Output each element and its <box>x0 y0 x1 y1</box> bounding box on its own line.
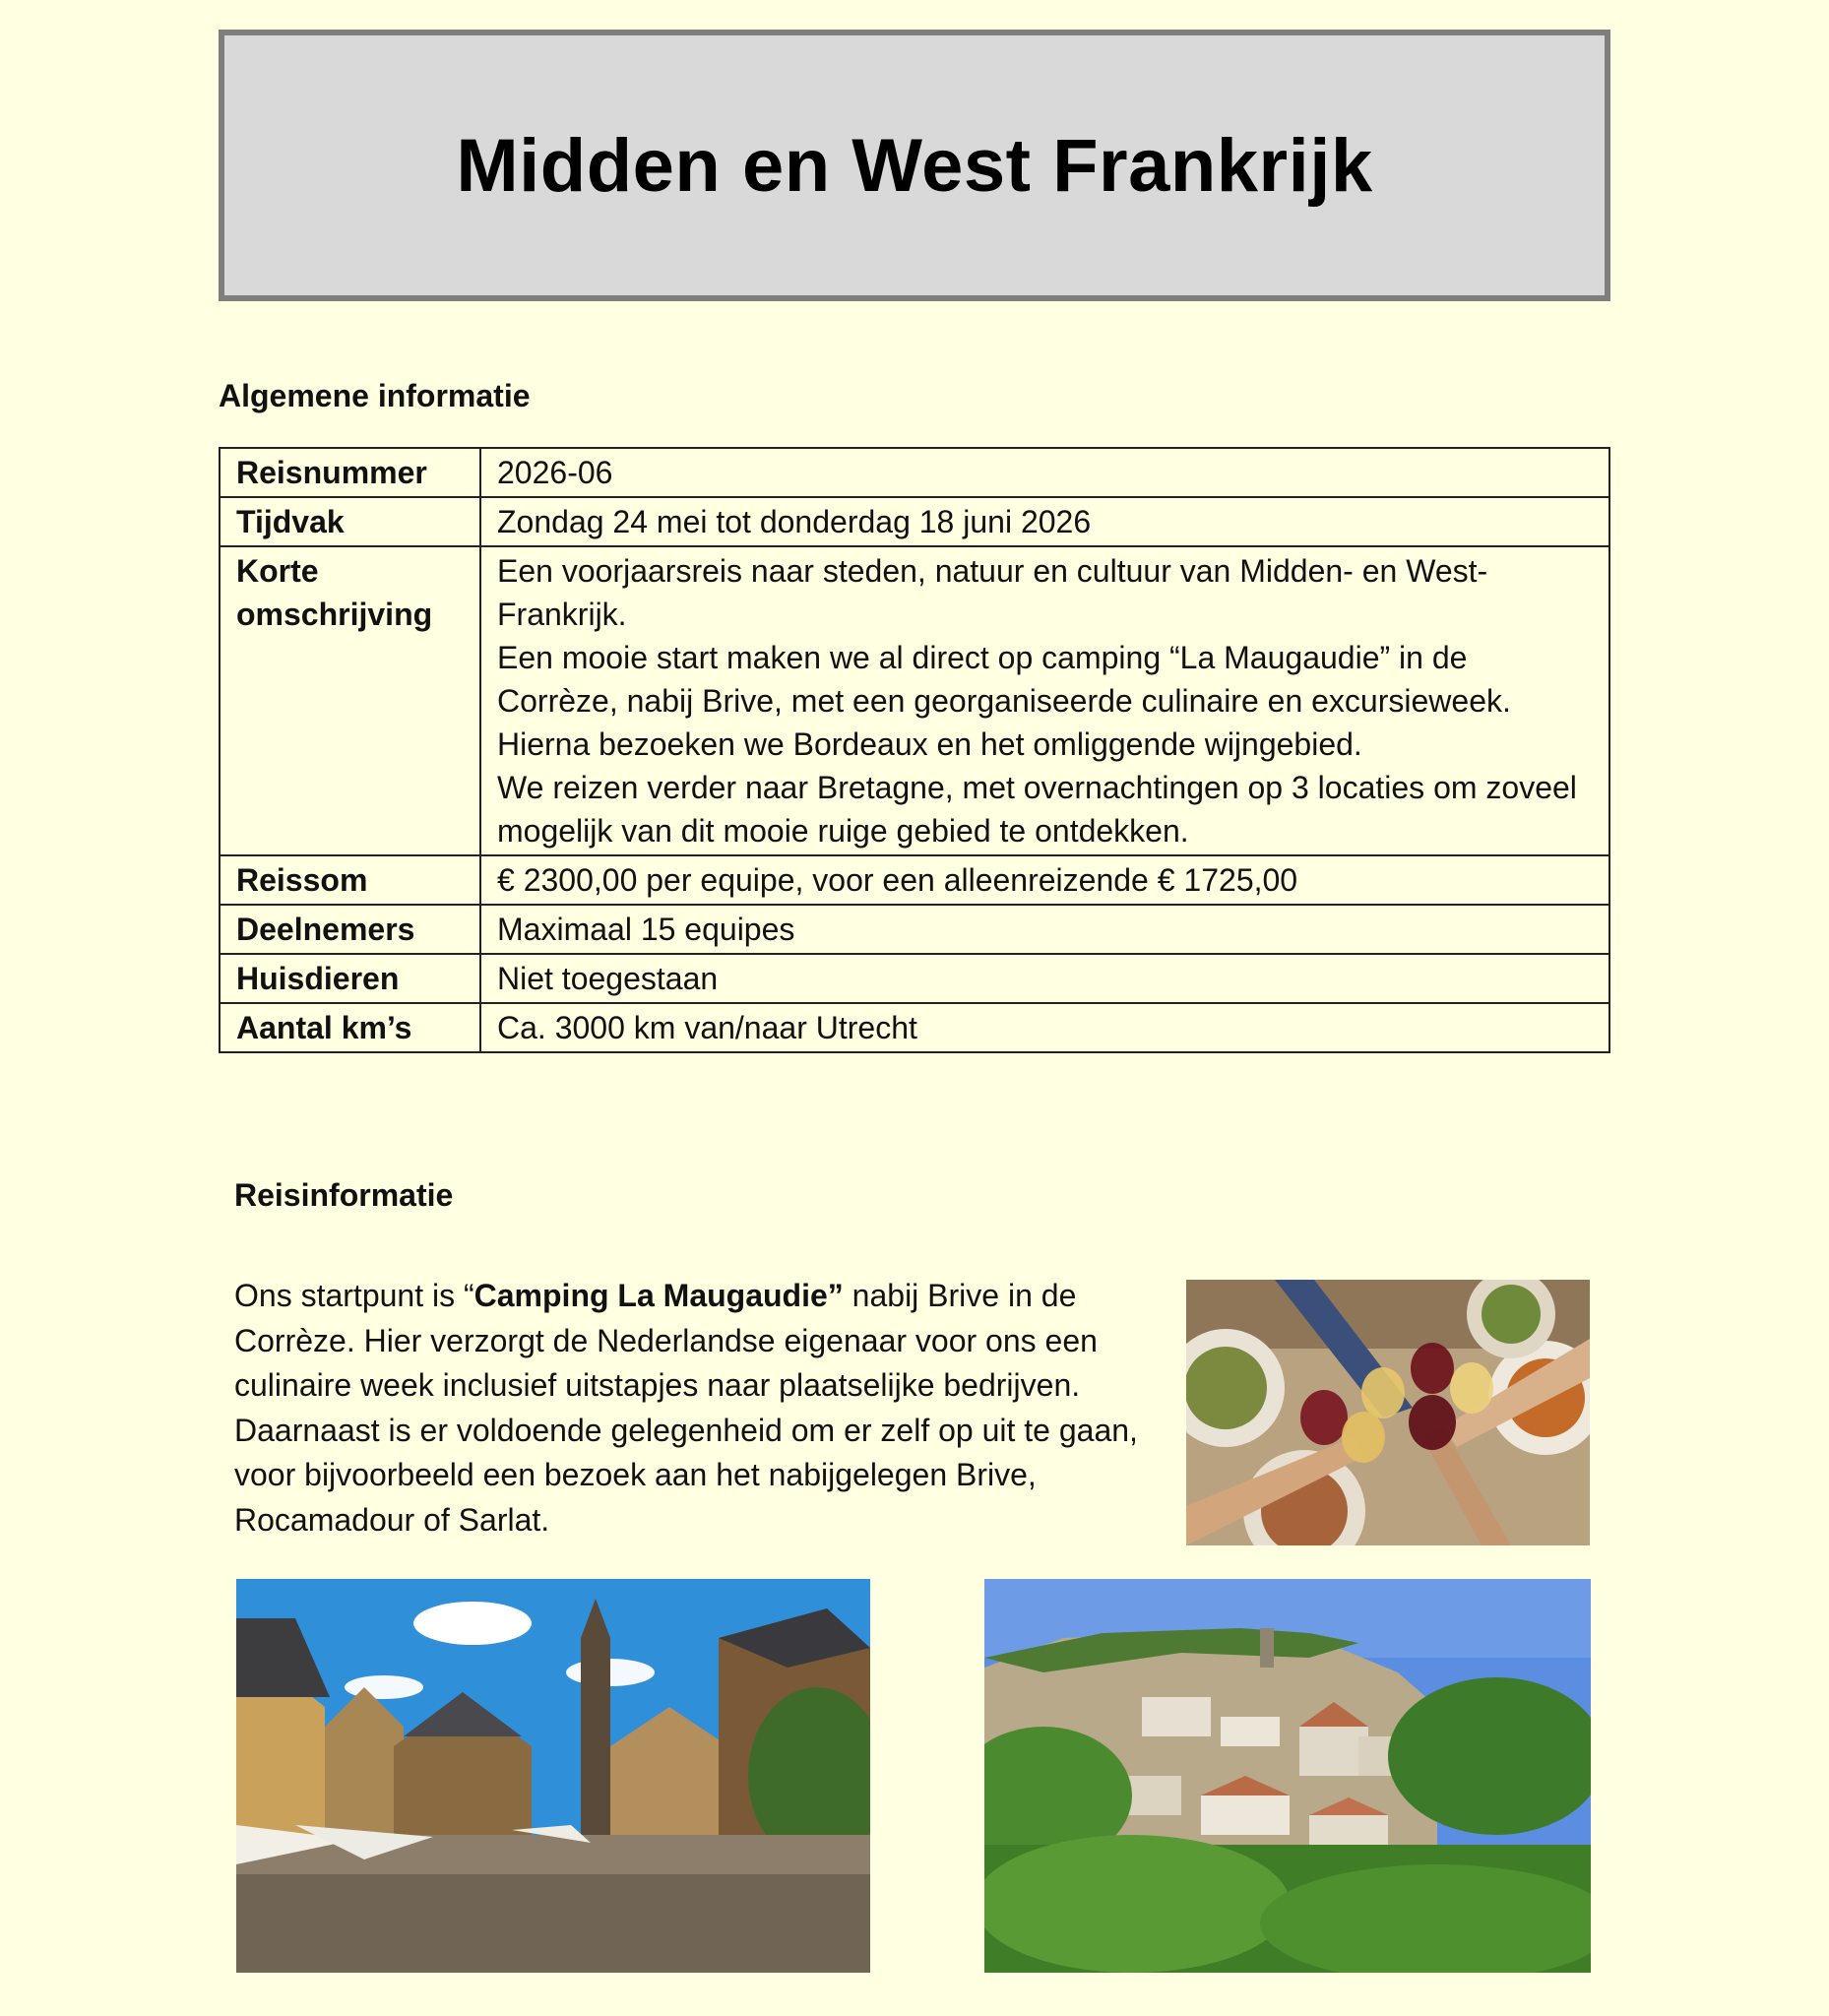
row-label: Korte omschrijving <box>220 546 480 855</box>
intro-text: Ons startpunt is “ <box>234 1278 474 1313</box>
description-cell <box>480 546 1609 855</box>
table-row <box>220 448 1609 497</box>
row-label: Tijdvak <box>220 497 480 546</box>
row-value: € 2300,00 per equipe, voor een alleenreizende € 1725,00 <box>480 855 1609 905</box>
table-row <box>220 855 1609 905</box>
row-value: Maximaal 15 equipes <box>480 905 1609 954</box>
cliff-village-photo <box>984 1579 1591 1973</box>
row-value: 2026-06 <box>480 448 1609 497</box>
town-square-photo <box>236 1579 870 1973</box>
row-value: Ca. 3000 km van/naar Utrecht <box>480 1003 1609 1052</box>
description-line: We reizen verder naar Bretagne, met overnachtingen op 3 locaties om zoveel mogelijk van dit mooie ruige gebied te ontdekken. <box>497 770 1577 849</box>
travel-info-heading: Reisinformatie <box>234 1177 454 1213</box>
intro-paragraph <box>234 1274 1150 1543</box>
general-info-heading: Algemene informatie <box>219 378 531 413</box>
row-label: Reissom <box>220 855 480 905</box>
description-line: Een voorjaarsreis naar steden, natuur en cultuur van Midden- en West-Frankrijk. <box>497 553 1488 632</box>
row-value: Niet toegestaan <box>480 954 1609 1003</box>
title-banner <box>219 30 1610 301</box>
table-row <box>220 1003 1609 1052</box>
description-line: Hierna bezoeken we Bordeaux en het omliggende wijngebied. <box>497 726 1362 762</box>
page-title: Midden en West Frankrijk <box>456 123 1373 208</box>
row-label: Deelnemers <box>220 905 480 954</box>
table-row <box>220 905 1609 954</box>
row-label: Huisdieren <box>220 954 480 1003</box>
intro-text-rest: nabij Brive in de Corrèze. Hier verzorgt de Nederlandse eigenaar voor ons een culinaire week inclusief uitstapjes naar plaatselijke bedrijven. Daarnaast is er voldoende gelegenheid om er zelf op uit te gaan, voor bijvoorbeeld een bezoek aan het nabijgelegen Brive, Rocamadour of Sarlat. <box>234 1278 1138 1538</box>
table-row <box>220 954 1609 1003</box>
row-label: Reisnummer <box>220 448 480 497</box>
table-row <box>220 546 1609 855</box>
dinner-toast-image <box>1186 1280 1590 1545</box>
campsite-name: Camping La Maugaudie” <box>473 1278 844 1313</box>
dinner-toast-photo <box>1186 1280 1590 1545</box>
general-info-table <box>219 447 1610 1053</box>
table-row <box>220 497 1609 546</box>
cliff-village-image <box>984 1579 1591 1973</box>
row-label: Aantal km’s <box>220 1003 480 1052</box>
description-line: Een mooie start maken we al direct op camping “La Maugaudie” in de Corrèze, nabij Brive, met een georganiseerde culinaire en excursieweek. <box>497 640 1511 719</box>
row-value: Zondag 24 mei tot donderdag 18 juni 2026 <box>480 497 1609 546</box>
town-square-image <box>236 1579 870 1973</box>
